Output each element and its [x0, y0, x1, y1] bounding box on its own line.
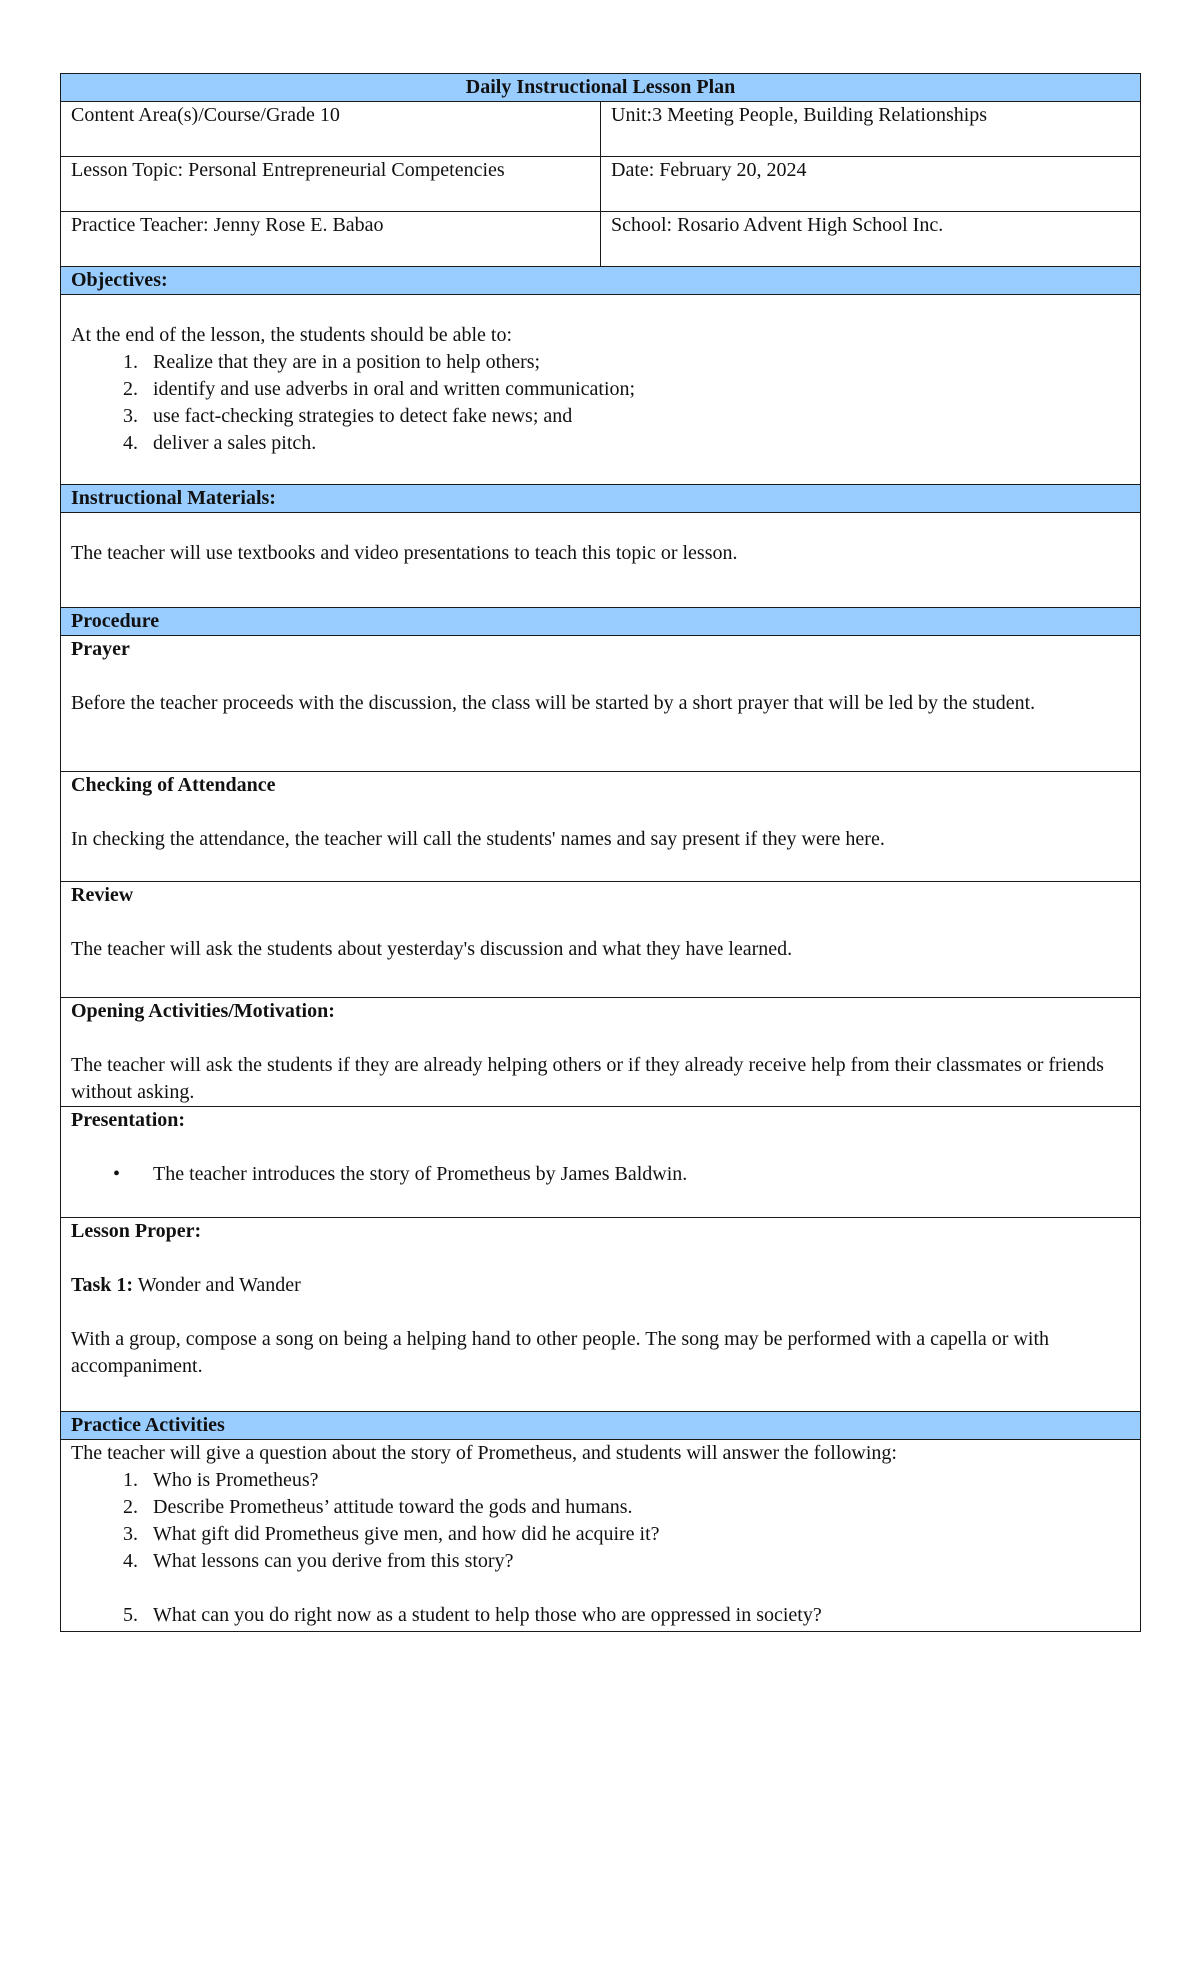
- lesson-topic-cell: Lesson Topic: Personal Entrepreneurial Competencies: [61, 157, 601, 212]
- materials-text: The teacher will use textbooks and video presentations to teach this topic or lesson.: [71, 542, 738, 564]
- practice-list: [71, 1467, 1130, 1575]
- practice-item: 4. What lessons can you derive from this story?: [143, 1548, 1130, 1575]
- practice-body: [61, 1440, 1141, 1632]
- review-text: The teacher will ask the students about yesterday's discussion and what they have learned.: [71, 938, 793, 960]
- lesson-proper-title: Lesson Proper:: [71, 1220, 202, 1242]
- lesson-proper-section: [61, 1218, 1141, 1412]
- practice-item: 1. Who is Prometheus?: [143, 1467, 1130, 1494]
- practice-item: 2. Describe Prometheus’ attitude toward the gods and humans.: [143, 1494, 1130, 1521]
- attendance-section: [61, 772, 1141, 882]
- practice-intro: The teacher will give a question about the story of Prometheus, and students will answer the following:: [71, 1442, 897, 1464]
- presentation-list: [71, 1161, 1130, 1188]
- objectives-intro: At the end of the lesson, the students should be able to:: [71, 324, 513, 346]
- task-name: Wonder and Wander: [133, 1274, 301, 1296]
- prayer-text: Before the teacher proceeds with the discussion, the class will be started by a short prayer that will be led by the student.: [71, 692, 1036, 714]
- task-label: Task 1:: [71, 1274, 134, 1296]
- opening-text: The teacher will ask the students if they are already helping others or if they already receive help from their classmates or friends without asking.: [71, 1054, 1104, 1103]
- practice-teacher-cell: Practice Teacher: Jenny Rose E. Babao: [61, 212, 601, 267]
- procedure-header: Procedure: [61, 608, 1141, 636]
- presentation-item-text: The teacher introduces the story of Prometheus by James Baldwin.: [153, 1163, 688, 1185]
- document-title: Daily Instructional Lesson Plan: [61, 74, 1141, 102]
- objectives-body: [61, 295, 1141, 485]
- review-title: Review: [71, 884, 134, 906]
- practice-list-continued: [71, 1602, 1130, 1629]
- materials-body: [61, 513, 1141, 608]
- opening-title: Opening Activities/Motivation:: [71, 1000, 335, 1022]
- lesson-plan-table: [60, 73, 1141, 1632]
- school-cell: School: Rosario Advent High School Inc.: [601, 212, 1141, 267]
- practice-item: 3. What gift did Prometheus give men, and how did he acquire it?: [143, 1521, 1130, 1548]
- task-text: With a group, compose a song on being a helping hand to other people. The song may be performed with a capella or with accompaniment.: [71, 1328, 1050, 1377]
- opening-section: [61, 998, 1141, 1107]
- objective-item: 2. identify and use adverbs in oral and written communication;: [143, 376, 1130, 403]
- practice-header: Practice Activities: [61, 1412, 1141, 1440]
- attendance-text: In checking the attendance, the teacher will call the students' names and say present if they were here.: [71, 828, 885, 850]
- objective-item: 4. deliver a sales pitch.: [143, 430, 1130, 457]
- objectives-list: [71, 349, 1130, 457]
- practice-item: 5. What can you do right now as a student to help those who are oppressed in society?: [143, 1602, 1130, 1629]
- presentation-title: Presentation:: [71, 1109, 186, 1131]
- date-cell: Date: February 20, 2024: [601, 157, 1141, 212]
- content-area-cell: Content Area(s)/Course/Grade 10: [61, 102, 601, 157]
- materials-header: Instructional Materials:: [61, 485, 1141, 513]
- review-section: [61, 882, 1141, 998]
- objective-item: 1. Realize that they are in a position to help others;: [143, 349, 1130, 376]
- objectives-header: Objectives:: [61, 267, 1141, 295]
- objective-item: 3. use fact-checking strategies to detect fake news; and: [143, 403, 1130, 430]
- prayer-title: Prayer: [71, 638, 130, 660]
- bullet-icon: •: [113, 1163, 121, 1185]
- presentation-item: [113, 1161, 1130, 1188]
- unit-cell: Unit:3 Meeting People, Building Relationships: [601, 102, 1141, 157]
- presentation-section: [61, 1107, 1141, 1218]
- prayer-section: [61, 636, 1141, 772]
- task-line: [71, 1272, 1130, 1299]
- attendance-title: Checking of Attendance: [71, 774, 276, 796]
